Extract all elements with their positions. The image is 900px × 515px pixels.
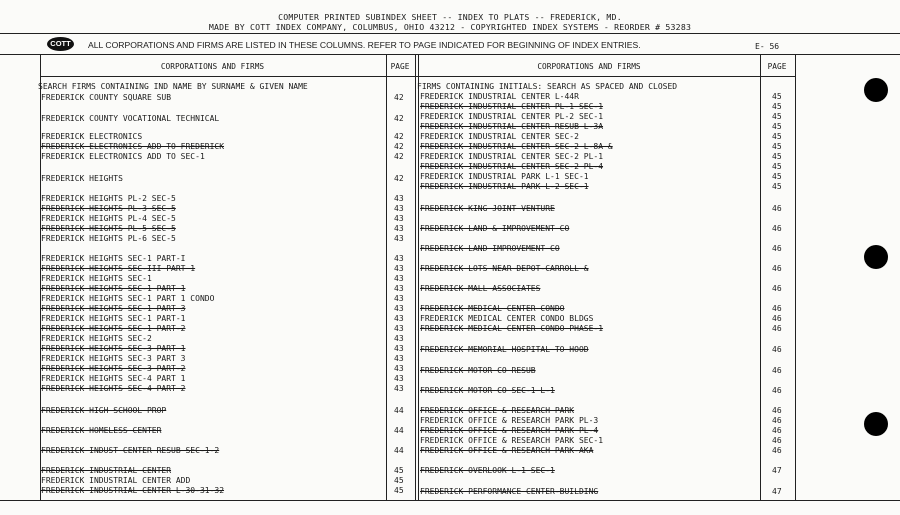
page-number: 43 [394, 254, 404, 263]
page-number: 43 [394, 264, 404, 273]
header-rule [40, 76, 795, 77]
page-number: 46 [772, 204, 782, 213]
page-number: 46 [772, 224, 782, 233]
page-number: 45 [772, 162, 782, 171]
firm-name: FREDERICK HEIGHTS SEC-3 PART-2 [41, 364, 186, 373]
page-number: 46 [772, 426, 782, 435]
left-page-title: PAGE [390, 62, 410, 71]
page-number: 44 [394, 446, 404, 455]
firm-name: FREDERICK PERFORMANCE CENTER-BUILDING [420, 487, 599, 496]
page-number: 45 [772, 142, 782, 151]
page-number: 43 [394, 324, 404, 333]
grid-line [386, 55, 387, 500]
firm-name: FREDERICK KING JOINT VENTURE [420, 204, 555, 213]
page-number: 46 [772, 345, 782, 354]
firm-name: FREDERICK COUNTY SQUARE SUB [41, 93, 172, 102]
firm-name: FREDERICK HEIGHTS [41, 174, 123, 183]
page-number: 43 [394, 284, 404, 293]
binder-hole [864, 412, 888, 436]
firm-name: FREDERICK HEIGHTS PL-5 SEC-5 [41, 224, 176, 233]
firm-name: FIRMS CONTAINING INITIALS: SEARCH AS SPACED AND CLOSED [417, 82, 678, 91]
page-number: 43 [394, 384, 404, 393]
firm-name: FREDERICK OFFICE & RESEARCH PARK SEC-1 [420, 436, 604, 445]
page-number: 46 [772, 366, 782, 375]
firm-name: FREDERICK OFFICE & RESEARCH PARK PL-3 [420, 416, 599, 425]
page-number: 43 [394, 274, 404, 283]
page-number: 46 [772, 284, 782, 293]
page-number: 43 [394, 314, 404, 323]
page-number: 44 [394, 406, 404, 415]
firm-name: FREDERICK HEIGHTS SEC-4 PART 2 [41, 384, 186, 393]
page-number: 43 [394, 364, 404, 373]
firm-name: FREDERICK INDUSTRIAL CENTER PL-2 SEC-1 [420, 112, 604, 121]
page-number: 45 [772, 102, 782, 111]
page-number: 45 [772, 172, 782, 181]
page-number: 43 [394, 204, 404, 213]
page-number: 43 [394, 344, 404, 353]
firm-name: FREDERICK HEIGHTS SEC-4 PART 1 [41, 374, 186, 383]
firm-name: FREDERICK HEIGHTS SEC-3 PART 1 [41, 344, 186, 353]
firm-name: FREDERICK OFFICE & RESEARCH PARK [420, 406, 575, 415]
page-number: 45 [772, 122, 782, 131]
firm-name: FREDERICK INDUSTRIAL PARK L-1 SEC-1 [420, 172, 589, 181]
firm-name: FREDERICK MEDICAL CENTER CONDO PHASE-1 [420, 324, 604, 333]
page-number: 46 [772, 324, 782, 333]
firm-name: FREDERICK MALL ASSOCIATES [420, 284, 541, 293]
grid-line [795, 55, 796, 500]
notice-rule [0, 54, 900, 55]
page-number: 43 [394, 234, 404, 243]
firm-name: FREDERICK HEIGHTS SEC-1 PART 3 [41, 304, 186, 313]
firm-name: FREDERICK INDUSTRIAL CENTER [41, 466, 172, 475]
firm-name: FREDERICK INDUSTRIAL CENTER L-30-31-32 [41, 486, 225, 495]
page-number: 42 [394, 174, 404, 183]
firm-name: FREDERICK HEIGHTS SEC-III PART 1 [41, 264, 196, 273]
binder-hole [864, 245, 888, 269]
firm-name: FREDERICK OFFICE & RESEARCH PARK-AKA [420, 446, 594, 455]
page-number: 46 [772, 304, 782, 313]
page-number: 45 [772, 152, 782, 161]
page-number: 46 [772, 264, 782, 273]
page-number: 45 [394, 476, 404, 485]
top-rule [0, 33, 900, 34]
page-number: 47 [772, 487, 782, 496]
page-number: 47 [772, 466, 782, 475]
page-label: E- 56 [755, 42, 780, 51]
firm-name: FREDERICK HEIGHTS PL-6 SEC-5 [41, 234, 176, 243]
firm-name: FREDERICK HEIGHTS PL-2 SEC-5 [41, 194, 176, 203]
firm-name: FREDERICK MOTOR CO RESUB [420, 366, 536, 375]
firm-name: FREDERICK HEIGHTS PL-4 SEC-5 [41, 214, 176, 223]
firm-name: FREDERICK MEDICAL CENTER CONDO [420, 304, 565, 313]
page-number: 46 [772, 406, 782, 415]
firm-name: FREDERICK OVERLOOK L-1 SEC-1 [420, 466, 555, 475]
firm-name: FREDERICK HEIGHTS SEC-3 PART 3 [41, 354, 186, 363]
grid-line [418, 55, 419, 500]
firm-name: FREDERICK INDUST CENTER RESUB SEC-1-2 [41, 446, 220, 455]
firm-name: FREDERICK INDUSTRIAL CENTER PL-1 SEC-1 [420, 102, 604, 111]
page-number: 43 [394, 224, 404, 233]
grid-line [415, 55, 416, 500]
firm-name: FREDERICK MEMORIAL HOSPITAL TO HOOD [420, 345, 589, 354]
page-number: 43 [394, 214, 404, 223]
page-number: 45 [772, 112, 782, 121]
page-number: 46 [772, 244, 782, 253]
firm-name: FREDERICK COUNTY VOCATIONAL TECHNICAL [41, 114, 220, 123]
firm-name: FREDERICK INDUSTRIAL CENTER L-44R [420, 92, 579, 101]
page-number: 45 [394, 486, 404, 495]
firm-name: FREDERICK LOTS NEAR DEPOT-CARROLL & [420, 264, 589, 273]
page-number: 45 [772, 182, 782, 191]
page-number: 42 [394, 93, 404, 102]
header-line-1: COMPUTER PRINTED SUBINDEX SHEET -- INDEX TO PLATS -- FREDERICK, MD. [278, 12, 622, 22]
page-number: 42 [394, 114, 404, 123]
firm-name: FREDERICK INDUSTRIAL PARK L-2 SEC-1 [420, 182, 589, 191]
firm-name: FREDERICK HEIGHTS SEC-2 [41, 334, 152, 343]
header-line-2: MADE BY COTT INDEX COMPANY, COLUMBUS, OHIO 43212 - COPYRIGHTED INDEX SYSTEMS - REORDER # 53283 [208, 22, 692, 32]
firm-name: FREDERICK HEIGHTS PL-3 SEC-5 [41, 204, 176, 213]
firm-name: FREDERICK ELECTRONICS ADD TO SEC-1 [41, 152, 205, 161]
page-number: 42 [394, 132, 404, 141]
firm-name: FREDERICK HEIGHTS SEC-1 PART 1 CONDO [41, 294, 215, 303]
firm-name: SEARCH FIRMS CONTAINING IND NAME BY SURNAME & GIVEN NAME [38, 82, 308, 91]
firm-name: FREDERICK HEIGHTS SEC-1 [41, 274, 152, 283]
firm-name: FREDERICK INDUSTRIAL CENTER SEC-2 [420, 132, 579, 141]
bottom-rule [0, 500, 900, 501]
page-number: 43 [394, 194, 404, 203]
firm-name: FREDERICK INDUSTRIAL CENTER SEC-2 PL-1 [420, 152, 604, 161]
firm-name: FREDERICK HEIGHTS SEC-1 PART-I [41, 254, 186, 263]
page-number: 43 [394, 374, 404, 383]
page-number: 43 [394, 304, 404, 313]
page-number: 46 [772, 416, 782, 425]
page-number: 43 [394, 294, 404, 303]
page-number: 44 [394, 426, 404, 435]
page-number: 43 [394, 334, 404, 343]
cott-logo: COTT [47, 37, 74, 51]
page-number: 42 [394, 152, 404, 161]
grid-line [760, 55, 761, 500]
firm-name: FREDERICK LAND IMPROVEMENT CO [420, 244, 560, 253]
notice-text: ALL CORPORATIONS AND FIRMS ARE LISTED IN THESE COLUMNS. REFER TO PAGE INDICATED FOR BEGINNING OF INDEX ENTRIES. [88, 40, 641, 50]
firm-name: FREDERICK HIGH SCHOOL PROP [41, 406, 167, 415]
page-number: 46 [772, 446, 782, 455]
firm-name: FREDERICK ELECTRONICS [41, 132, 143, 141]
firm-name: FREDERICK INDUSTRIAL CENTER SEC-2 L-8A & [420, 142, 613, 151]
firm-name: FREDERICK LAND & IMPROVEMENT CO [420, 224, 570, 233]
firm-name: FREDERICK HEIGHTS SEC-1 PART-1 [41, 314, 186, 323]
firm-name: FREDERICK HEIGHTS SEC-1 PART-2 [41, 324, 186, 333]
page-number: 46 [772, 436, 782, 445]
right-page-title: PAGE [767, 62, 787, 71]
firm-name: FREDERICK MOTOR CO SEC-1 L-1 [420, 386, 555, 395]
page-number: 46 [772, 314, 782, 323]
page-number: 46 [772, 386, 782, 395]
firm-name: FREDERICK OFFICE & RESEARCH PARK PL-4 [420, 426, 599, 435]
firm-name: FREDERICK HEIGHTS SEC-1 PART 1 [41, 284, 186, 293]
firm-name: FREDERICK HOMELESS CENTER [41, 426, 162, 435]
firm-name: FREDERICK INDUSTRIAL CENTER ADD [41, 476, 191, 485]
right-column-title: CORPORATIONS AND FIRMS [537, 62, 641, 71]
page-number: 43 [394, 354, 404, 363]
firm-name: FREDERICK ELECTRONICS ADD TO FREDERICK [41, 142, 225, 151]
page-number: 45 [772, 92, 782, 101]
binder-hole [864, 78, 888, 102]
page-number: 42 [394, 142, 404, 151]
left-column-title: CORPORATIONS AND FIRMS [160, 62, 265, 71]
firm-name: FREDERICK INDUSTRIAL CENTER SEC-2 PL-4 [420, 162, 604, 171]
page-number: 45 [772, 132, 782, 141]
firm-name: FREDERICK MEDICAL CENTER CONDO BLDGS [420, 314, 594, 323]
firm-name: FREDERICK INDUSTRIAL CENTER RESUB L-3A [420, 122, 604, 131]
page-number: 45 [394, 466, 404, 475]
